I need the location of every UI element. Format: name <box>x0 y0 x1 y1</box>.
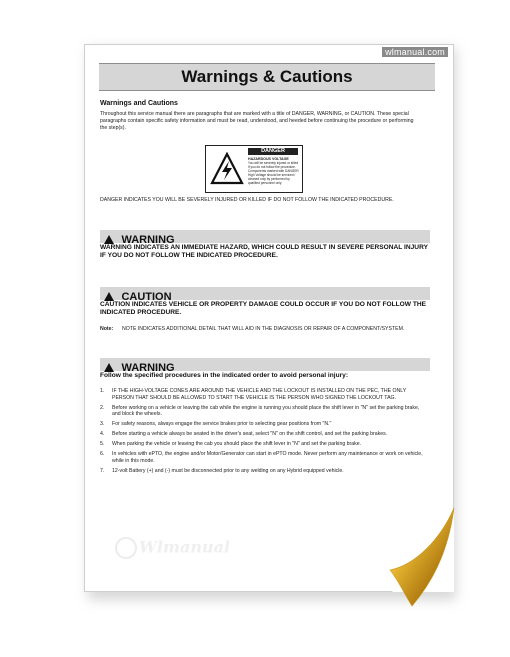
warning2-description: Follow the specified procedures in the indicated order to avoid personal injury: <box>100 372 349 379</box>
caution-label: CAUTION <box>121 291 172 303</box>
list-item: 5. When parking the vehicle or leaving the cab you should place the shift lever in "N" and set the parking brake. <box>100 441 362 447</box>
warning2-label: WARNING <box>121 362 175 374</box>
note-text: NOTE INDICATES ADDITIONAL DETAIL THAT WILL AID IN THE DIAGNOSIS OR REPAIR OF A COMPONENT/SYSTEM. <box>122 326 405 332</box>
list-item: 3. For safety reasons, always engage the service brakes prior to selecting gear positions from "N." <box>100 421 332 427</box>
warning-description: WARNING INDICATES AN IMMEDIATE HAZARD, WHICH COULD RESULT IN SEVERE PERSONAL INJURY IF YOU DO NOT FOLLOW THE INDICATED PROCEDURE. <box>100 244 428 260</box>
list-item: 7. 12-volt Battery (+) and (-) must be disconnected prior to any welding on any Hybrid equipped vehicle. <box>100 467 344 474</box>
section-title: Warnings and Cautions <box>100 100 178 107</box>
site-watermark: wlmanual.com <box>382 47 448 57</box>
danger-label-body: You will be severely injured or killed if you do not follow the procedure. Components marked with DANGER High Voltage should be serviced / cleaned only by performed by qualified personnel only. <box>248 161 299 185</box>
note-label: Note: <box>100 326 114 332</box>
danger-label-subtitle: HAZARDOUS VOLTAGE <box>248 157 289 161</box>
danger-label-title: DANGER <box>248 148 298 155</box>
watermark-logo: Wlmanual <box>115 537 230 559</box>
list-item: 4. Before starting a vehicle always be seated in the driver's seat, select "N" on the shift control, and set the parking brakes. <box>100 431 388 437</box>
warning-label: WARNING <box>121 234 175 246</box>
intro-paragraph: Throughout this service manual there are paragraphs that are marked with a title of DANGER, WARNING, or CAUTION. These special paragraphs contain specific safety information and must be read, understood, and heeded before continuing the procedure or performing the step(s). <box>100 111 414 131</box>
caution-description: CAUTION INDICATES VEHICLE OR PROPERTY DAMAGE COULD OCCUR IF YOU DO NOT FOLLOW THE INDICATED PROCEDURE. <box>100 301 427 317</box>
list-item: 2. Before working on a vehicle or leaving the cab while the engine is running you should place the shift lever in "N" set the parking brake, and block the wheels. <box>100 404 420 417</box>
page-title: Warnings & Cautions <box>181 67 353 86</box>
list-item: 1. IF THE HIGH-VOLTAGE CONES ARE AROUND THE VEHICLE AND THE LOCKOUT IS INSTALLED ON THE PEC, THE ONLY PERSON THAT SHOULD BE ALLOWED TO START THE VEHICLE IS THE PERSON WHO SIGNED THE LOCKOUT TAG. <box>100 388 407 401</box>
danger-description: DANGER INDICATES YOU WILL BE SEVERELY INJURED OR KILLED IF DO NOT FOLLOW THE INDICATED PROCEDURE. <box>100 197 394 203</box>
list-item: 6. In vehicles with ePTO, the engine and/or Motor/Generator can start in ePTO mode. Never perform any maintenance or work on vehicle, while in this mode. <box>100 451 423 464</box>
